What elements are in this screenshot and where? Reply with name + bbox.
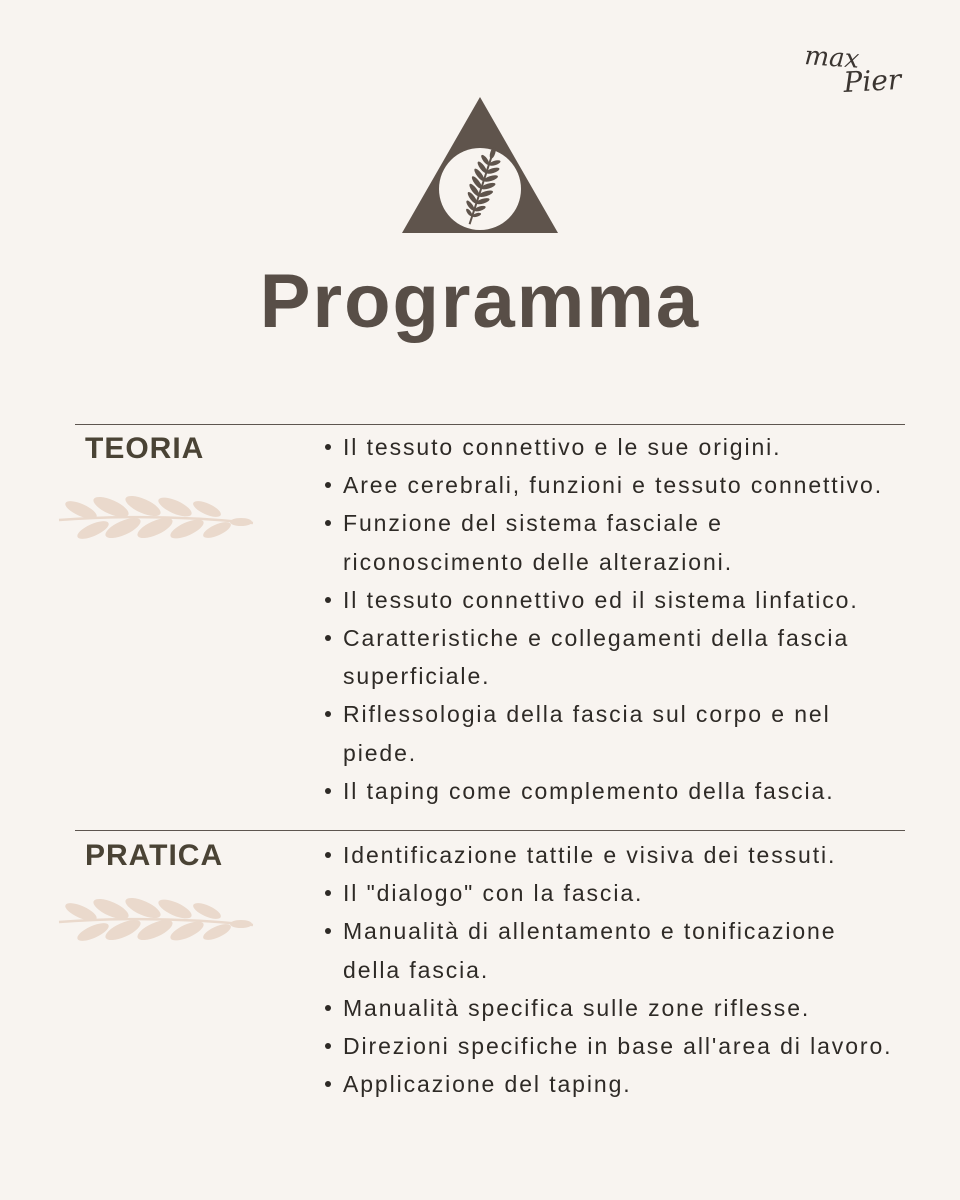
list-item <box>343 504 883 580</box>
list-item <box>343 466 883 504</box>
item-line: Manualità di allentamento e tonificazione <box>343 918 837 945</box>
item-line: Applicazione del taping. <box>343 1071 632 1098</box>
teoria-list <box>343 428 883 810</box>
item-line: Direzioni specifiche in base all'area di lavoro. <box>343 1033 893 1060</box>
list-item <box>343 874 892 912</box>
list-item <box>343 1065 892 1103</box>
list-item <box>343 912 892 988</box>
emblem-triangle <box>396 90 564 240</box>
item-line: Aree cerebrali, funzioni e tessuto connettivo. <box>343 472 883 499</box>
section-label-teoria: TEORIA <box>85 432 205 465</box>
item-line: Il tessuto connettivo ed il sistema linfatico. <box>343 586 859 613</box>
list-item <box>343 836 892 874</box>
item-line: Caratteristiche e collegamenti della fascia <box>343 625 850 652</box>
pratica-list <box>343 836 892 1103</box>
list-item <box>343 772 883 810</box>
signature-line-1: max <box>803 41 861 75</box>
signature-logo <box>798 38 913 102</box>
item-line: superficiale. <box>343 663 491 690</box>
list-item <box>343 1027 892 1065</box>
leaf-sprig-icon <box>55 486 255 552</box>
signature-line-2: Pier <box>842 63 903 99</box>
item-line: Riflessologia della fascia sul corpo e nel <box>343 701 831 728</box>
list-item <box>343 619 883 695</box>
item-line: della fascia. <box>343 956 490 983</box>
list-item <box>343 695 883 771</box>
item-line: Il taping come complemento della fascia. <box>343 777 835 804</box>
item-line: Il tessuto connettivo e le sue origini. <box>343 434 782 460</box>
item-line: Il "dialogo" con la fascia. <box>343 880 644 907</box>
page-title: Programma <box>259 259 701 344</box>
section-divider <box>75 424 905 425</box>
section-label-pratica: PRATICA <box>85 839 224 872</box>
item-line: Identificazione tattile e visiva dei tessuti. <box>343 842 837 868</box>
section-divider <box>75 830 905 831</box>
item-line: riconoscimento delle alterazioni. <box>343 548 733 575</box>
list-item <box>343 581 883 619</box>
list-item <box>343 989 892 1027</box>
list-item <box>343 428 883 466</box>
item-line: Manualità specifica sulle zone riflesse. <box>343 994 811 1021</box>
item-line: Funzione del sistema fasciale e <box>343 510 723 537</box>
item-line: piede. <box>343 739 418 766</box>
leaf-sprig-icon <box>55 888 255 954</box>
